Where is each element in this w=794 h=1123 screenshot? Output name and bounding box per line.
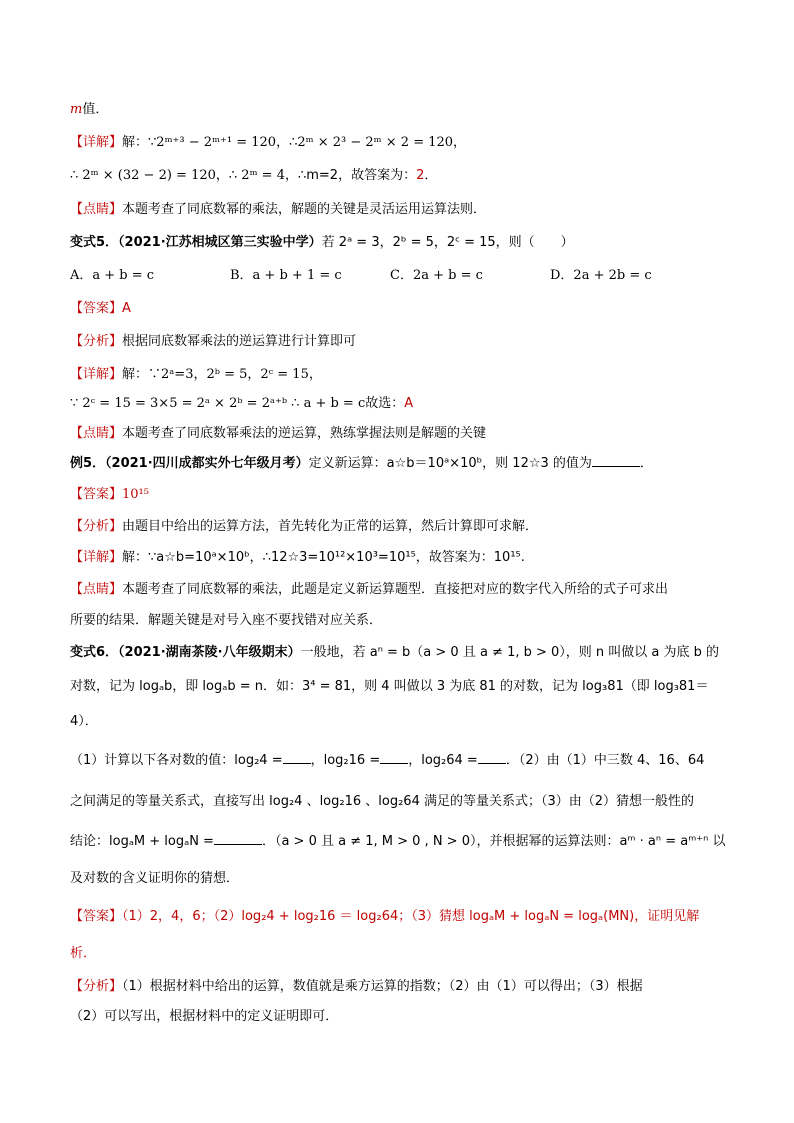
- text: （1）根据材料中给出的运算，数值就是乘方运算的指数；（2）由（1）可以得出；（3）根据: [122, 979, 643, 994]
- text: 故选：: [365, 396, 405, 411]
- answer-blank[interactable]: [283, 751, 311, 764]
- answer-blank[interactable]: [592, 454, 640, 467]
- option-a: A．a + b = c: [70, 268, 155, 283]
- answer-blank[interactable]: [214, 832, 262, 845]
- line-answer-3: [70, 907, 754, 927]
- text: 解：∵a☆b=10ᵃ×10ᵇ，∴12☆3=10¹²×10³=10¹⁵，故答案为：10¹⁵.: [122, 550, 525, 565]
- answer-value: A: [404, 396, 414, 411]
- line-comment-2: [70, 424, 754, 444]
- tag-answer: 【答案】: [70, 487, 123, 502]
- problem-text: 之间满足的等量关系式，直接写出 log₂4 、log₂16 、log₂64 满足的等量关系式；（3）由（2）猜想一般性的: [70, 794, 695, 809]
- problem-text: ．（a > 0 且 a ≠ 1, M > 0 , N > 0），并根据幂的运算法则：aᵐ · aⁿ = aᵐ⁺ⁿ 以: [261, 834, 726, 849]
- line-detail-2: [70, 166, 754, 186]
- text: ．: [424, 168, 438, 183]
- option-c: C．2a + b = c: [390, 268, 483, 283]
- line-answer-3-cont: [70, 944, 754, 964]
- equation: 2ᵐ⁺³ − 2ᵐ⁺¹ = 120: [156, 135, 277, 150]
- line-answer-2: [70, 485, 754, 505]
- problem-text: ，log₂64 =: [408, 753, 478, 768]
- variant-6-q3: [70, 832, 754, 852]
- problem-text: （1）计算以下各对数的值：log₂4 =: [70, 753, 283, 768]
- answer-value: A: [122, 301, 131, 316]
- problem-text: 定义新运算：a☆b＝10ᵃ×10ᵇ，则 12☆3 的值为: [308, 456, 592, 471]
- answer-value: 10¹⁵: [122, 487, 149, 502]
- tag-detail: 【详解】: [70, 135, 123, 150]
- variant-6-line-3: [70, 712, 754, 732]
- problem-label: 例5．: [70, 456, 106, 471]
- problem-text: 结论：logₐM + logₐN =: [70, 834, 214, 849]
- problem-text: ．（2）由（1）中三数 4、16、64: [505, 753, 705, 768]
- variant-6-q1: [70, 751, 754, 771]
- text: 由题目中给出的运算方法，首先转化为正常的运算，然后计算即可求解．: [122, 519, 539, 534]
- problem-text: 4）．: [70, 714, 98, 729]
- text: ．: [639, 456, 653, 471]
- tag-analysis: 【分析】: [70, 979, 123, 994]
- answer-value: （1）2，4，6；（2）log₂4 + log₂16 ＝ log₂64；（3）猜想 logₐM + logₐN = logₐ(MN)，证明见解: [122, 909, 700, 924]
- var-m: m: [70, 102, 83, 117]
- option-b: B．a + b + 1 = c: [230, 268, 342, 283]
- line-detail-3: [70, 365, 754, 385]
- variant-6-q2: [70, 792, 754, 812]
- text: （2）可以写出，根据材料中的定义证明即可．: [70, 1009, 339, 1024]
- problem-text: 对数，记为 logₐb，即 logₐb = n．如：3⁴ = 81，则 4 叫做以 3 为底 81 的对数，记为 log₃81（即 log₃81＝: [70, 679, 709, 694]
- text: 本题考查了同底数幂的乘法，此题是定义新运算题型．直接把对应的数字代入所给的式子可求出: [122, 582, 669, 597]
- text: 本题考查了同底数幂乘法的逆运算，熟练掌握法则是解题的关键: [122, 426, 487, 441]
- equation: 2ᵐ × 2³ − 2ᵐ × 2 = 120: [297, 135, 454, 150]
- tag-comment: 【点睛】: [70, 582, 123, 597]
- tag-answer: 【答案】: [70, 909, 123, 924]
- tag-analysis: 【分析】: [70, 519, 123, 534]
- variant-5-options: [70, 266, 754, 286]
- line-m-value: [70, 100, 754, 120]
- text: ，: [453, 135, 467, 150]
- equation: ∵ 2ᶜ = 15 = 3×5 = 2ᵃ × 2ᵇ = 2ᵃ⁺ᵇ ∴ a + b = c: [70, 396, 366, 411]
- line-detail-5: [70, 548, 754, 568]
- problem-text: 若 2ᵃ = 3，2ᵇ = 5，2ᶜ = 15，则（ ）: [321, 235, 574, 250]
- equation: ∴ 2ᵐ × (32 − 2) = 120: [70, 168, 216, 183]
- line-detail-1: [70, 133, 754, 153]
- text: 值．: [82, 102, 109, 117]
- equation: 2ᵐ = 4: [241, 168, 285, 183]
- text: 解：∵2ᵃ=3，2ᵇ = 5，2ᶜ = 15，: [122, 367, 322, 382]
- line-analysis-2: [70, 517, 754, 537]
- text: 所要的结果．解题关键是对号入座不要找错对应关系．: [70, 613, 383, 628]
- tag-detail: 【详解】: [70, 550, 123, 565]
- problem-source: （2021·江苏相城区第三实验中学）: [118, 235, 322, 250]
- variant-6-title: [70, 643, 754, 663]
- line-analysis-3: [70, 977, 754, 997]
- answer-value: 2: [416, 168, 425, 183]
- problem-source: （2021·湖南茶陵·八年级期末）: [118, 645, 301, 660]
- variant-5-title: [70, 233, 754, 253]
- line-comment-3: [70, 580, 754, 600]
- text: 解：∵: [122, 135, 157, 150]
- problem-source: （2021·四川成都实外七年级月考）: [105, 456, 309, 471]
- text: ，∴: [276, 135, 298, 150]
- problem-label: 变式6．: [70, 645, 119, 660]
- tag-analysis: 【分析】: [70, 334, 123, 349]
- line-analysis-1: [70, 332, 754, 352]
- line-comment-3-cont: [70, 611, 754, 631]
- answer-blank[interactable]: [380, 751, 408, 764]
- text: 本题考查了同底数幂的乘法，解题的关键是灵活运用运算法则．: [122, 202, 487, 217]
- tag-comment: 【点睛】: [70, 202, 123, 217]
- tag-answer: 【答案】: [70, 301, 123, 316]
- answer-value: 析．: [70, 946, 97, 961]
- line-answer-1: [70, 299, 754, 319]
- problem-text: ，log₂16 =: [310, 753, 381, 768]
- line-detail-4: [70, 394, 754, 414]
- line-comment-1: [70, 200, 754, 220]
- option-d: D．2a + 2b = c: [550, 268, 652, 283]
- line-analysis-3-cont: [70, 1007, 754, 1027]
- problem-text: 及对数的含义证明你的猜想．: [70, 871, 240, 886]
- answer-blank[interactable]: [478, 751, 506, 764]
- example-5-title: [70, 454, 754, 474]
- tag-detail: 【详解】: [70, 367, 123, 382]
- text: ，∴: [215, 168, 242, 183]
- variant-6-line-2: [70, 677, 754, 697]
- text: ，∴m=2，故答案为：: [284, 168, 417, 183]
- problem-label: 变式5．: [70, 235, 119, 250]
- text: 根据同底数幂乘法的逆运算进行计算即可: [122, 334, 357, 349]
- variant-6-q3-cont: [70, 869, 754, 889]
- problem-text: 一般地，若 aⁿ = b（a > 0 且 a ≠ 1, b > 0），则 n 叫做以 a 为底 b 的: [300, 645, 720, 660]
- tag-comment: 【点睛】: [70, 426, 123, 441]
